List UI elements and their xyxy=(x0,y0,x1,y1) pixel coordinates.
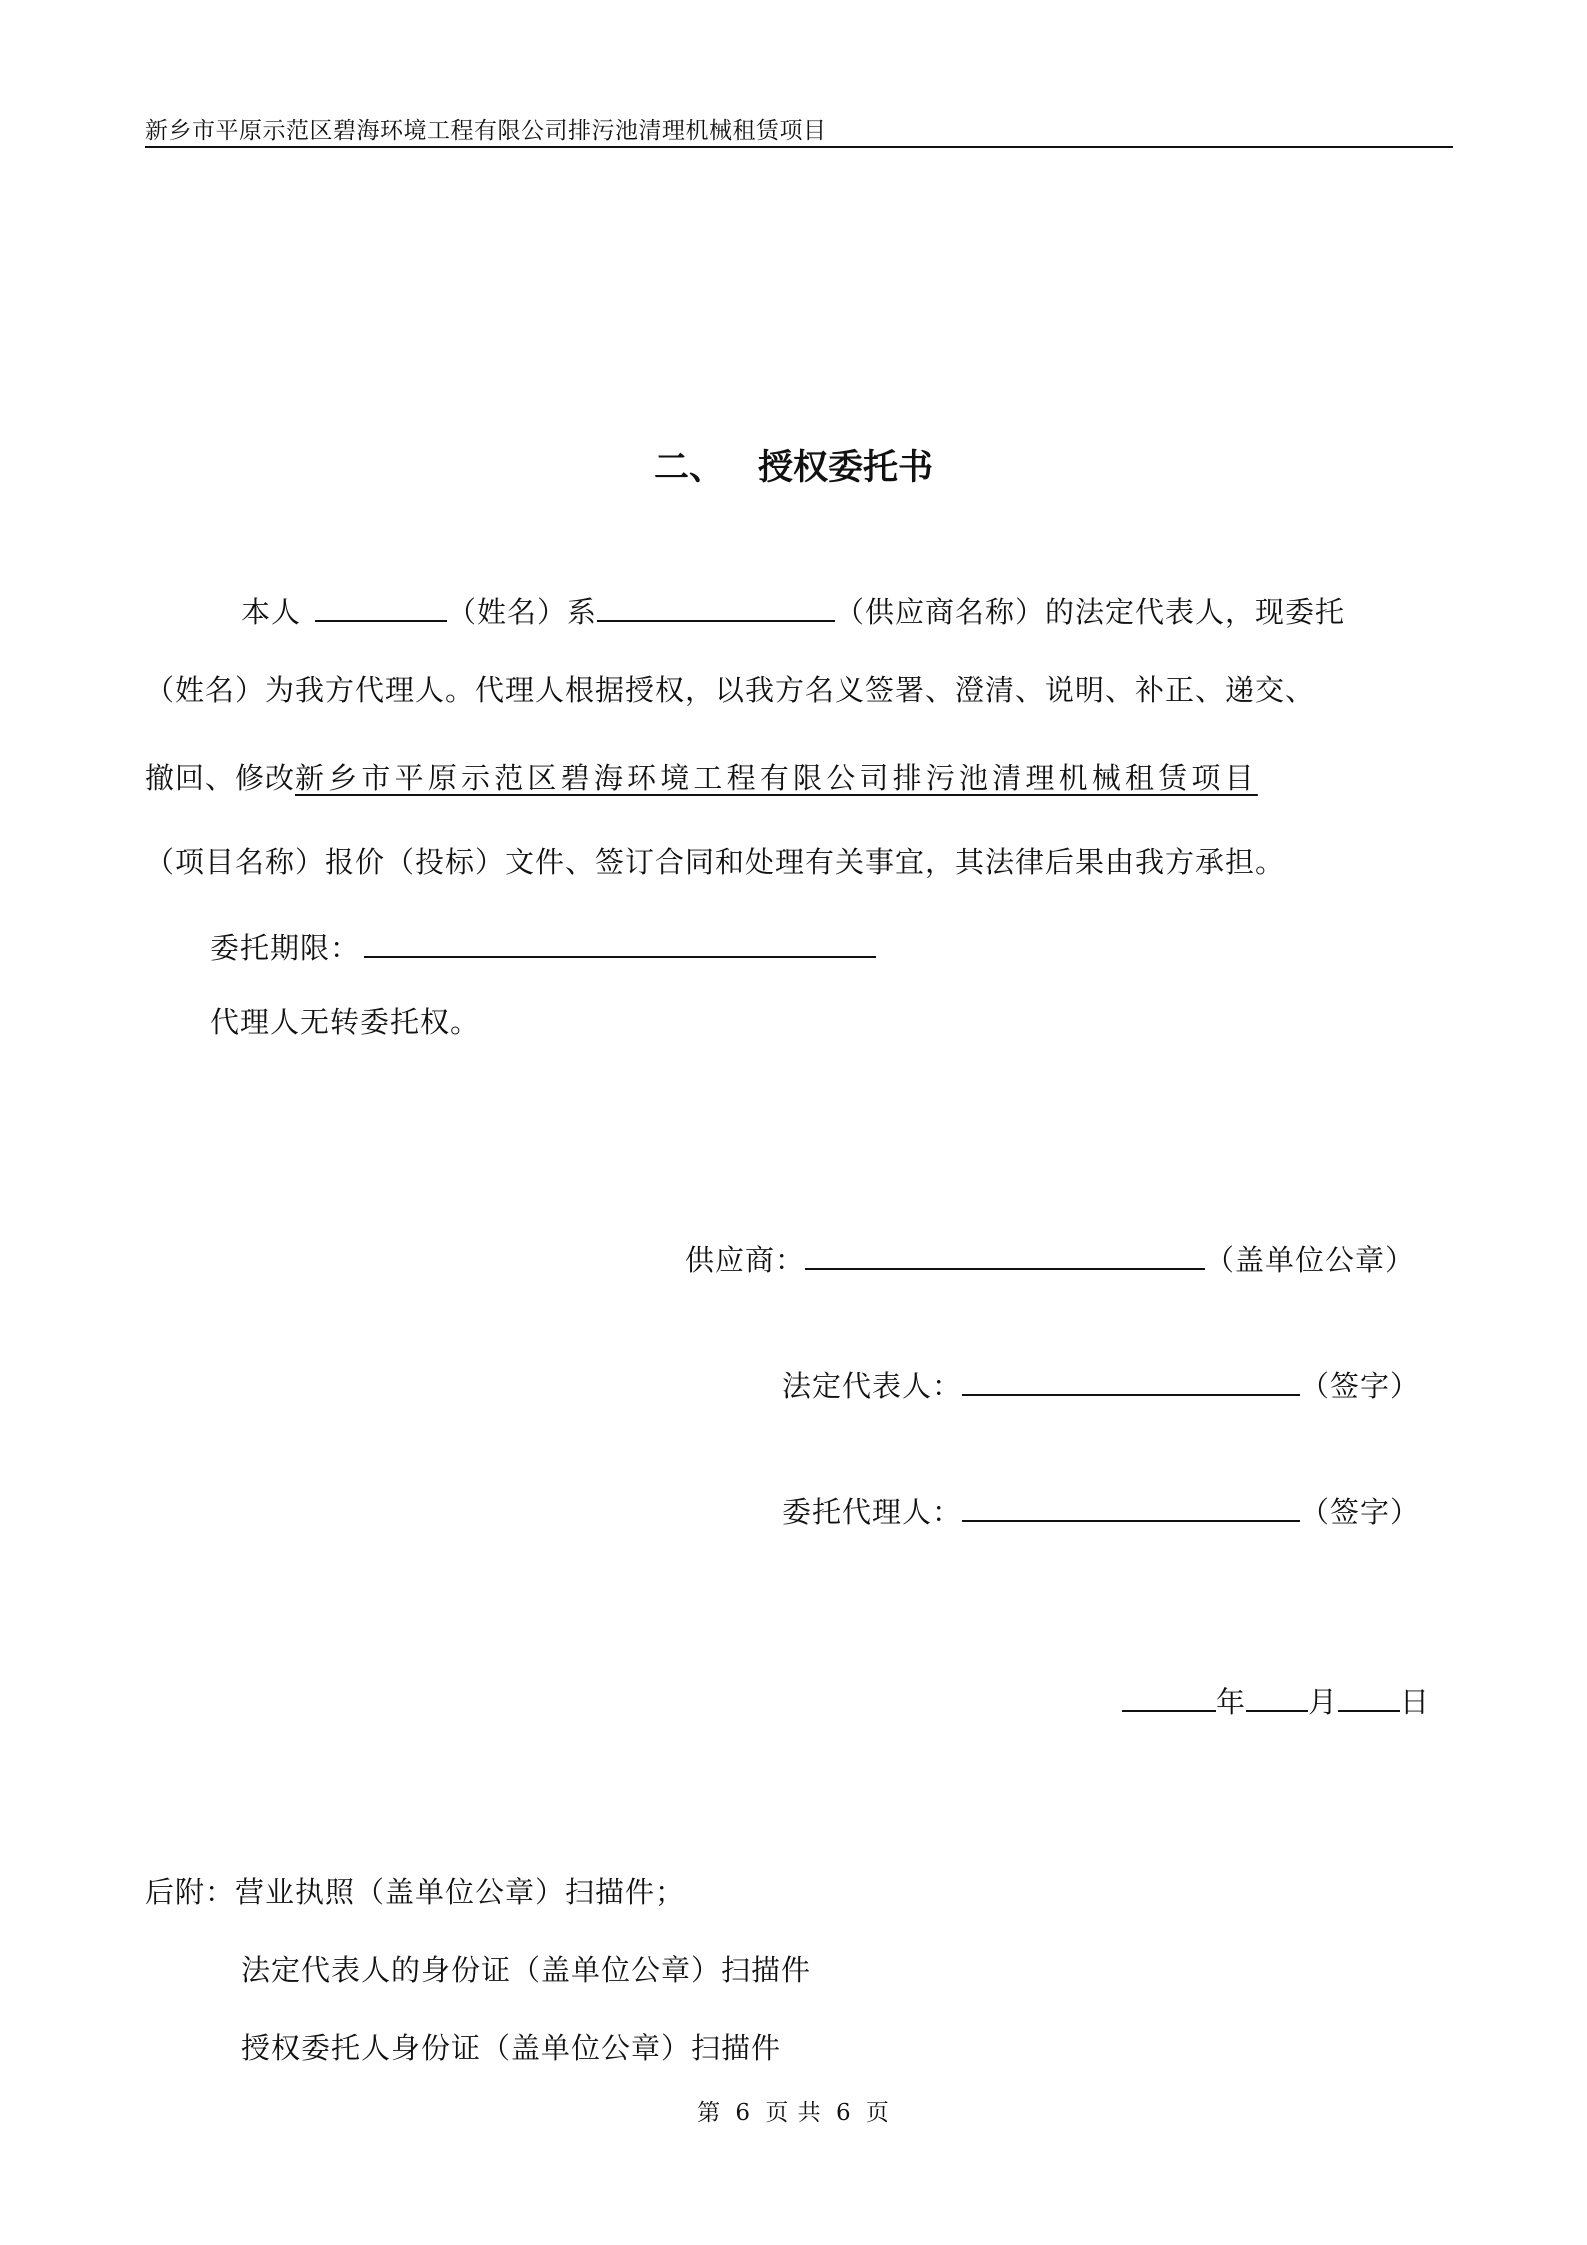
paragraph-line-3 xyxy=(145,756,1258,797)
agent-blank[interactable] xyxy=(962,1494,1300,1522)
legal-rep-signature-line xyxy=(782,1364,1420,1405)
agent-sign-note: （签字） xyxy=(1300,1495,1421,1529)
name-blank[interactable] xyxy=(315,594,447,622)
text-name-of: （姓名）系 xyxy=(447,595,598,629)
year-blank[interactable] xyxy=(1122,1684,1216,1712)
page-prefix: 第 xyxy=(697,2100,722,2126)
text-legal-rep-delegate: （供应商名称）的法定代表人，现委托 xyxy=(835,595,1346,629)
attachment-business-license: 营业执照（盖单位公章）扫描件； xyxy=(235,1875,686,1909)
no-sub-delegation-text: 代理人无转委托权。 xyxy=(210,1005,481,1039)
year-label: 年 xyxy=(1216,1685,1247,1719)
attachment-legal-rep-id: 法定代表人的身份证（盖单位公章）扫描件 xyxy=(241,1953,812,1987)
project-name-underlined: 新乡市平原示范区碧海环境工程有限公司排污池清理机械租赁项目 xyxy=(295,761,1258,795)
supplier-name-blank[interactable] xyxy=(597,594,835,622)
paragraph-line-2: （姓名）为我方代理人。代理人根据授权，以我方名义签署、澄清、说明、补正、递交、 xyxy=(145,673,1316,707)
page-title xyxy=(0,440,1587,490)
supplier-signature-line xyxy=(685,1238,1415,1279)
date-line xyxy=(1122,1680,1430,1721)
page-suffix: 页 xyxy=(865,2100,890,2126)
legal-rep-blank[interactable] xyxy=(962,1368,1300,1396)
running-header: 新乡市平原示范区碧海环境工程有限公司排污池清理机械租赁项目 xyxy=(145,118,827,144)
term-label: 委托期限： xyxy=(210,931,361,965)
header-divider xyxy=(145,146,1453,148)
legal-rep-sign-note: （签字） xyxy=(1300,1369,1421,1403)
paragraph-line-1 xyxy=(241,590,1345,631)
agent-label: 委托代理人： xyxy=(782,1495,963,1529)
attachments-label: 后附： xyxy=(145,1875,236,1909)
paragraph-line-4: （项目名称）报价（投标）文件、签订合同和处理有关事宜，其法律后果由我方承担。 xyxy=(145,845,1286,879)
supplier-blank[interactable] xyxy=(805,1242,1205,1270)
month-label: 月 xyxy=(1308,1685,1339,1719)
section-title: 授权委托书 xyxy=(758,448,934,488)
term-line xyxy=(210,926,876,967)
page-number: 6 xyxy=(735,2100,752,2126)
supplier-label: 供应商： xyxy=(685,1243,806,1277)
agent-signature-line xyxy=(782,1490,1420,1531)
section-number: 二、 xyxy=(653,448,724,488)
legal-rep-label: 法定代表人： xyxy=(782,1369,963,1403)
attachment-agent-id: 授权委托人身份证（盖单位公章）扫描件 xyxy=(241,2031,782,2065)
page-total: 6 xyxy=(835,2100,852,2126)
page-footer xyxy=(0,2094,1587,2127)
term-blank[interactable] xyxy=(364,930,876,958)
day-label: 日 xyxy=(1400,1685,1431,1719)
attachments-line-1 xyxy=(145,1870,685,1911)
supplier-seal-note: （盖单位公章） xyxy=(1205,1243,1416,1277)
page-mid: 页 共 xyxy=(765,2100,822,2126)
month-blank[interactable] xyxy=(1246,1684,1308,1712)
day-blank[interactable] xyxy=(1338,1684,1400,1712)
text-withdraw-modify: 撤回、修改 xyxy=(145,761,296,795)
text-self: 本人 xyxy=(241,595,302,629)
